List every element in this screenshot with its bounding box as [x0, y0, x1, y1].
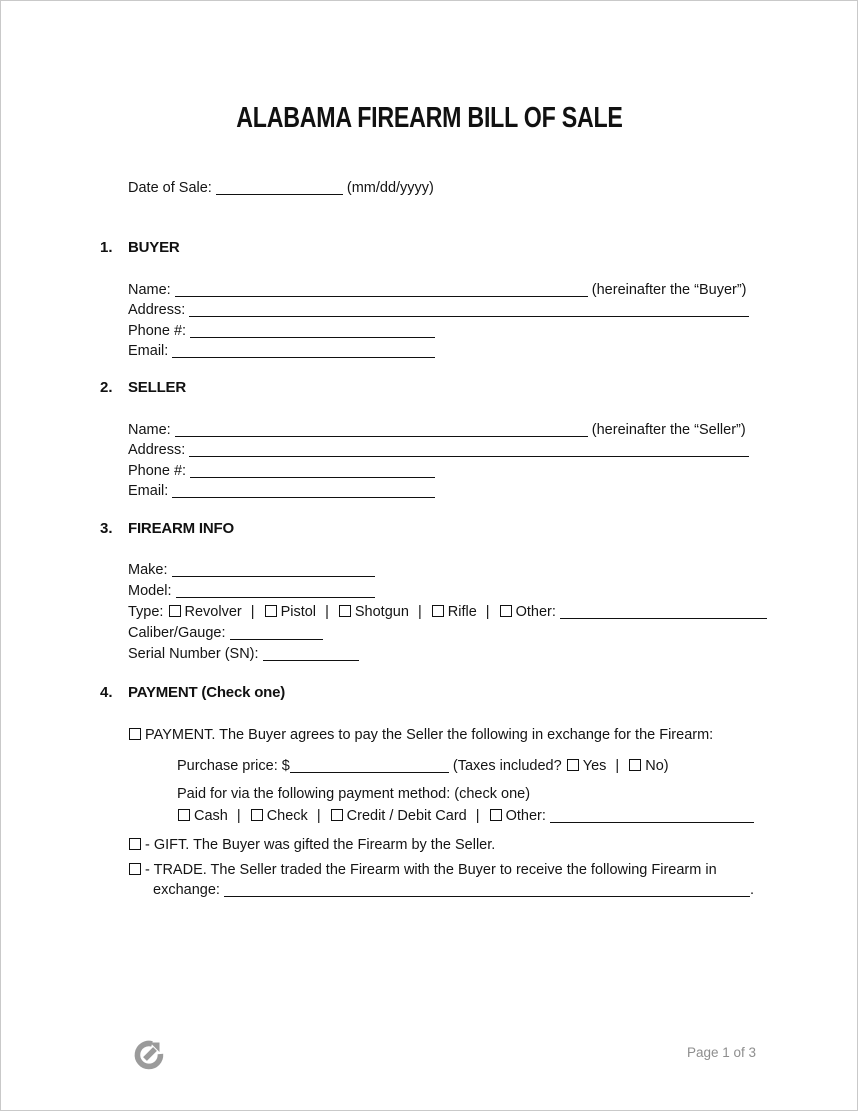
trade-exchange-line [153, 882, 754, 898]
buyer-phone-blank[interactable] [190, 325, 435, 338]
option-separator: | [417, 604, 422, 620]
firearm-serial-label: Serial Number (SN): [128, 646, 259, 662]
option-separator: | [236, 808, 241, 824]
date-format-hint: (mm/dd/yyyy) [346, 180, 434, 196]
option-separator: | [615, 758, 620, 774]
payment-method-intro: Paid for via the following payment method: (check one) [177, 786, 531, 802]
seller-email-line [128, 481, 749, 501]
firearm-type-line [128, 602, 767, 623]
seller-address-blank[interactable] [189, 444, 749, 457]
firearm-model-blank[interactable] [176, 585, 375, 598]
buyer-fields [128, 280, 749, 361]
seller-phone-blank[interactable] [190, 465, 435, 478]
checkbox-taxes-yes[interactable] [567, 759, 579, 771]
seller-email-blank[interactable] [172, 485, 435, 498]
firearm-model-label: Model: [128, 583, 172, 599]
trade-exchange-blank[interactable] [224, 884, 750, 897]
page-title [1, 101, 857, 140]
page-title-text: ALABAMA FIREARM BILL OF SALE [235, 102, 623, 134]
checkbox-type-shotgun[interactable] [339, 605, 351, 617]
seller-address-line [128, 440, 749, 460]
gift-option-text: - GIFT. The Buyer was gifted the Firearm by the Seller. [145, 837, 496, 853]
firearm-caliber-line [128, 623, 767, 644]
purchase-price-label: Purchase price: $ [177, 758, 290, 774]
firearm-type-other-blank[interactable] [560, 606, 767, 619]
seller-phone-label: Phone #: [128, 462, 187, 479]
checkbox-method-cash[interactable] [178, 809, 190, 821]
checkbox-gift-option[interactable] [129, 838, 141, 850]
option-separator: | [316, 808, 321, 824]
date-of-sale-label: Date of Sale: [128, 180, 212, 196]
type-option-shotgun-label: Shotgun [354, 604, 409, 620]
date-of-sale-blank[interactable] [216, 182, 343, 195]
payment-option-text: PAYMENT. The Buyer agrees to pay the Seller the following in exchange for the Firearm: [145, 727, 714, 743]
firearm-make-label: Make: [128, 562, 168, 578]
option-separator: | [475, 808, 480, 824]
firearm-serial-blank[interactable] [263, 648, 359, 661]
buyer-address-blank[interactable] [189, 304, 749, 317]
trade-option-line [128, 862, 717, 878]
section-buyer-heading [100, 239, 180, 256]
method-cash-label: Cash [194, 808, 228, 824]
checkbox-type-other[interactable] [500, 605, 512, 617]
section-firearm-heading [100, 520, 234, 537]
trade-exchange-label: exchange: [153, 882, 220, 898]
checkbox-method-check[interactable] [251, 809, 263, 821]
section-firearm-title: FIREARM INFO [128, 520, 234, 537]
section-payment-title: PAYMENT (Check one) [128, 684, 286, 701]
purchase-price-line [177, 758, 669, 774]
method-other-label: Other: [505, 808, 546, 824]
section-payment-heading [100, 684, 285, 701]
seller-email-label: Email: [128, 482, 169, 499]
trade-option-text: - TRADE. The Seller traded the Firearm with the Buyer to receive the following Firearm in [145, 862, 717, 878]
seller-phone-line [128, 461, 749, 481]
buyer-email-label: Email: [128, 342, 169, 359]
type-option-rifle-label: Rifle [447, 604, 477, 620]
seller-address-label: Address: [128, 442, 186, 459]
gift-option-line [128, 837, 495, 853]
circular-arrow-logo-icon [132, 1037, 166, 1071]
purchase-price-blank[interactable] [290, 760, 449, 773]
firearm-caliber-label: Caliber/Gauge: [128, 625, 226, 641]
checkbox-type-rifle[interactable] [432, 605, 444, 617]
firearm-type-label: Type: [128, 604, 164, 620]
buyer-name-blank[interactable] [175, 284, 588, 297]
seller-fields [128, 420, 749, 501]
firearm-caliber-blank[interactable] [230, 627, 323, 640]
buyer-email-blank[interactable] [172, 345, 435, 358]
section-firearm-number: 3. [100, 520, 113, 537]
section-buyer-title: BUYER [128, 239, 180, 256]
buyer-phone-line [128, 321, 749, 341]
checkbox-type-revolver[interactable] [169, 605, 181, 617]
section-seller-title: SELLER [128, 379, 186, 396]
trade-line-end: . [749, 882, 754, 898]
checkbox-method-other[interactable] [490, 809, 502, 821]
page-indicator: Page 1 of 3 [686, 1045, 756, 1060]
buyer-email-line [128, 341, 749, 361]
buyer-phone-label: Phone #: [128, 322, 187, 339]
option-separator: | [325, 604, 329, 620]
checkbox-type-pistol[interactable] [265, 605, 277, 617]
type-other-label: Other: [515, 604, 556, 620]
payment-method-line [177, 808, 754, 824]
section-buyer-number: 1. [100, 239, 113, 256]
buyer-name-suffix: (hereinafter the “Buyer”) [591, 282, 747, 298]
buyer-name-line [128, 280, 749, 300]
option-separator: | [485, 604, 490, 620]
method-check-label: Check [266, 808, 308, 824]
payment-option-line [128, 727, 713, 743]
taxes-question-label: (Taxes included? [452, 758, 562, 774]
seller-name-label: Name: [128, 422, 171, 438]
option-separator: | [250, 604, 255, 620]
checkbox-payment-option[interactable] [129, 728, 141, 740]
checkbox-taxes-no[interactable] [629, 759, 641, 771]
type-option-revolver-label: Revolver [184, 604, 242, 620]
date-of-sale-line [128, 178, 434, 198]
seller-name-suffix: (hereinafter the “Seller”) [591, 422, 746, 438]
payment-method-other-blank[interactable] [550, 810, 754, 823]
method-card-label: Credit / Debit Card [346, 808, 467, 824]
type-option-pistol-label: Pistol [280, 604, 317, 620]
firearm-fields [128, 560, 767, 665]
buyer-address-label: Address: [128, 302, 186, 319]
payment-method-intro-line [177, 786, 530, 802]
section-payment-number: 4. [100, 684, 113, 701]
section-seller-heading [100, 379, 186, 396]
checkbox-trade-option[interactable] [129, 863, 141, 875]
firearm-model-line [128, 581, 767, 602]
buyer-name-label: Name: [128, 282, 171, 298]
firearm-make-blank[interactable] [172, 564, 375, 577]
taxes-yes-label: Yes [582, 758, 607, 774]
seller-name-blank[interactable] [175, 424, 588, 437]
firearm-serial-line [128, 644, 767, 665]
buyer-address-line [128, 300, 749, 320]
checkbox-method-card[interactable] [331, 809, 343, 821]
seller-name-line [128, 420, 749, 440]
section-seller-number: 2. [100, 379, 113, 396]
firearm-make-line [128, 560, 767, 581]
taxes-no-label: No) [645, 758, 669, 774]
